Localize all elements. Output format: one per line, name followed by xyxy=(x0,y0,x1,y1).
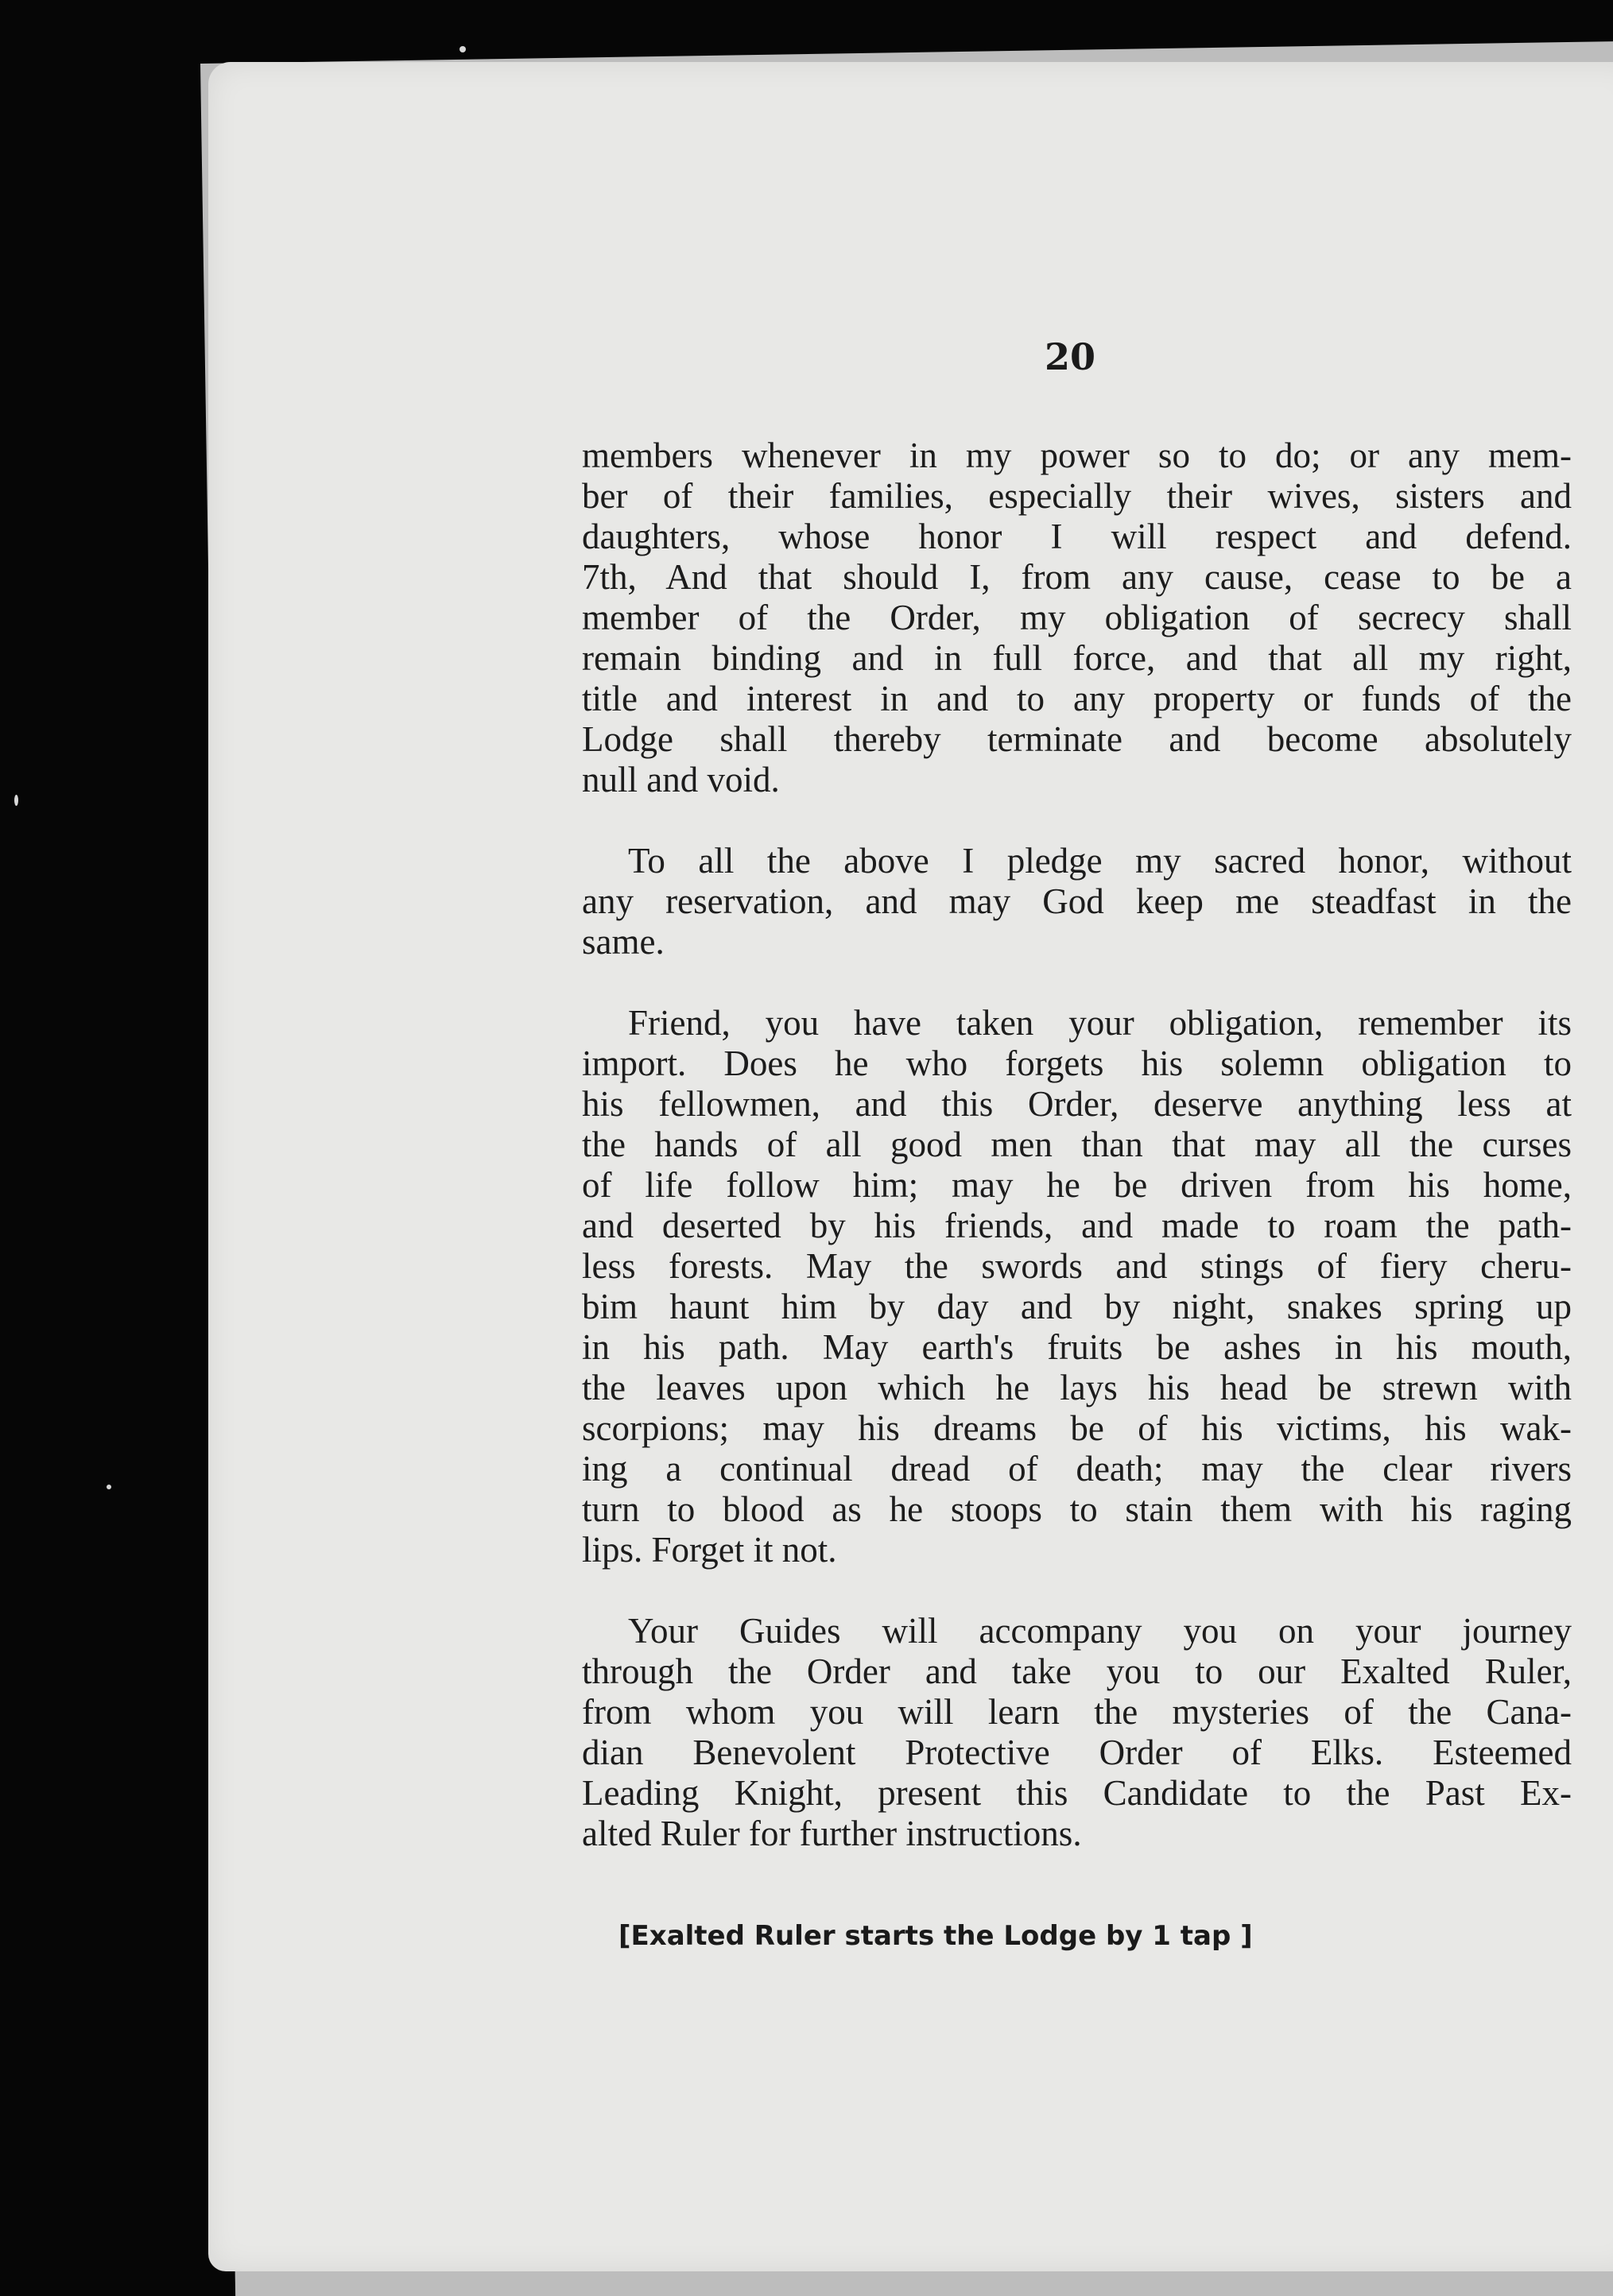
text-line: in his path. May earth's fruits be ashes in his mouth, xyxy=(582,1327,1572,1367)
dust-speck xyxy=(459,46,466,52)
text-line: any reservation, and may God keep me steadfast in the xyxy=(582,881,1572,921)
text-line: through the Order and take you to our Exalted Ruler, xyxy=(582,1651,1572,1691)
page-number: 20 xyxy=(1045,335,1096,378)
text-line: the hands of all good men than that may all the curses xyxy=(582,1125,1572,1164)
text-line: alted Ruler for further instructions. xyxy=(582,1814,1082,1853)
text-line: the leaves upon which he lays his head be strewn with xyxy=(582,1368,1572,1407)
text-line: import. Does he who forgets his solemn obligation to xyxy=(582,1043,1572,1083)
text-line: lips. Forget it not. xyxy=(582,1530,837,1570)
text-line: and deserted by his friends, and made to roam the path- xyxy=(582,1206,1572,1245)
text-line: of life follow him; may he be driven from his home, xyxy=(582,1165,1572,1205)
paragraph-guides xyxy=(582,1611,1572,1854)
text-line: title and interest in and to any property or funds of the xyxy=(582,679,1572,718)
text-line: Friend, you have taken your obligation, remember its xyxy=(628,1003,1572,1043)
text-line: same. xyxy=(582,922,665,962)
text-line: ing a continual dread of death; may the clear rivers xyxy=(582,1449,1572,1489)
text-line: turn to blood as he stoops to stain them with his raging xyxy=(582,1489,1572,1529)
text-line: 7th, And that should I, from any cause, cease to be a xyxy=(582,557,1572,597)
stage-direction: [Exalted Ruler starts the Lodge by 1 tap ] xyxy=(618,1920,1253,1952)
text-line: ber of their families, especially their wives, sisters and xyxy=(582,476,1572,516)
text-line: remain binding and in full force, and that all my right, xyxy=(582,638,1572,678)
text-line: less forests. May the swords and stings of fiery cheru- xyxy=(582,1246,1572,1286)
text-line: members whenever in my power so to do; or any mem- xyxy=(582,436,1572,475)
text-line: daughters, whose honor I will respect and defend. xyxy=(582,517,1572,556)
text-line: his fellowmen, and this Order, deserve anything less at xyxy=(582,1084,1572,1124)
text-line: To all the above I pledge my sacred honor, without xyxy=(628,841,1572,881)
paragraph-obligation-continued xyxy=(582,436,1572,800)
text-line: bim haunt him by day and by night, snakes spring up xyxy=(582,1287,1572,1326)
body-text xyxy=(582,436,1572,1862)
text-line: Lodge shall thereby terminate and become absolutely xyxy=(582,719,1572,759)
text-line: Your Guides will accompany you on your journey xyxy=(628,1611,1572,1651)
text-line: member of the Order, my obligation of secrecy shall xyxy=(582,598,1572,637)
text-line: null and void. xyxy=(582,760,780,800)
text-line: dian Benevolent Protective Order of Elks. Esteemed xyxy=(582,1733,1572,1772)
text-line: from whom you will learn the mysteries of the Cana- xyxy=(582,1692,1572,1732)
paragraph-warning xyxy=(582,1003,1572,1570)
dust-speck xyxy=(14,795,18,806)
text-line: Leading Knight, present this Candidate to the Past Ex- xyxy=(582,1773,1572,1813)
text-line: scorpions; may his dreams be of his victims, his wak- xyxy=(582,1408,1572,1448)
dust-speck xyxy=(107,1485,111,1489)
paragraph-pledge xyxy=(582,841,1572,962)
